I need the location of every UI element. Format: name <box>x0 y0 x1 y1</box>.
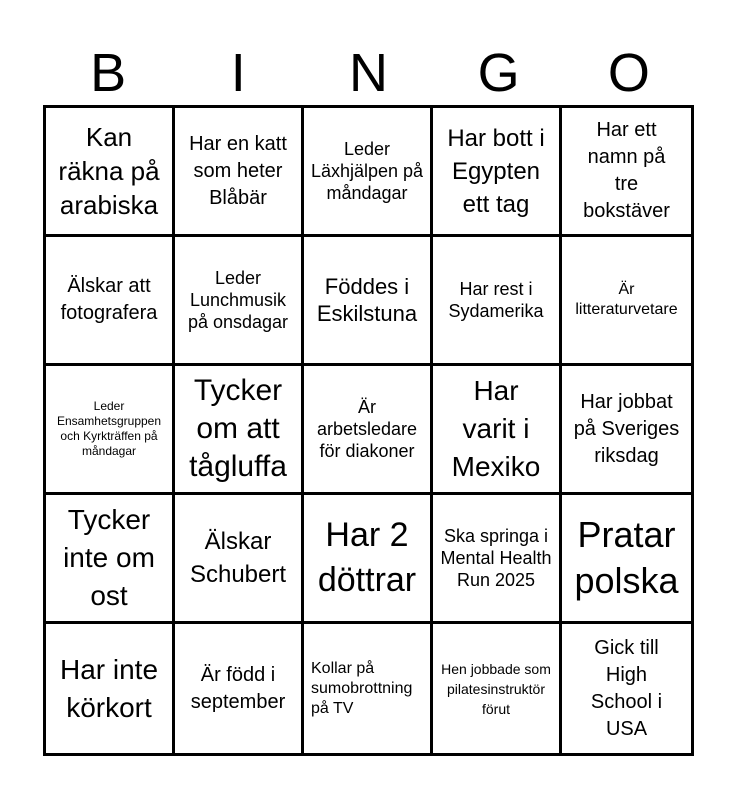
bingo-cell[interactable] <box>562 495 691 624</box>
cell-text: Tycker inte om ost <box>63 504 155 611</box>
bingo-cell[interactable] <box>175 237 304 366</box>
bingo-cell[interactable] <box>562 237 691 366</box>
cell-text: Leder Ensamhetsgruppen och Kyrkträffen på måndagar <box>56 399 162 458</box>
header-letter-b: B <box>90 43 127 103</box>
bingo-cell[interactable] <box>304 366 433 495</box>
cell-text: Leder Läxhjälpen på måndagar <box>310 139 424 203</box>
bingo-cell[interactable] <box>562 366 691 495</box>
cell-text: Har varit i Mexiko <box>451 375 541 482</box>
cell-text: Kollar på sumobrottning på TV <box>311 659 413 717</box>
header-letter-i: I <box>230 43 246 103</box>
cell-text: Har en katt som heter Blåbär <box>189 132 287 209</box>
bingo-cell[interactable] <box>175 495 304 624</box>
cell-text: Älskar Schubert <box>189 528 287 588</box>
bingo-cell[interactable] <box>46 108 175 237</box>
bingo-cell[interactable] <box>304 624 433 753</box>
cell-text: Har inte körkort <box>59 653 159 723</box>
bingo-cell[interactable] <box>433 366 562 495</box>
cell-text: Är arbetsledare för diakoner <box>316 397 418 461</box>
bingo-cell[interactable] <box>175 366 304 495</box>
bingo-cell[interactable] <box>46 624 175 753</box>
cell-text: Har jobbat på Sveriges riksdag <box>573 390 680 467</box>
cell-text: Är litteraturvetare <box>575 281 678 318</box>
cell-text: Kan räkna på arabiska <box>58 122 160 220</box>
bingo-cell[interactable] <box>433 495 562 624</box>
cell-text: Har ett namn på tre bokstäver <box>583 119 670 222</box>
cell-text: Har bott i Egypten ett tag <box>447 124 545 218</box>
bingo-cell[interactable] <box>304 495 433 624</box>
cell-text: Har rest i Sydamerika <box>448 279 544 321</box>
cell-text: Gick till High School i USA <box>590 636 663 740</box>
bingo-cell[interactable] <box>433 237 562 366</box>
cell-text: Ska springa i Mental Health Run 2025 <box>440 526 552 590</box>
bingo-header <box>43 40 694 106</box>
bingo-cell[interactable] <box>46 366 175 495</box>
cell-text: Föddes i Eskilstuna <box>316 274 418 326</box>
bingo-cell[interactable] <box>304 108 433 237</box>
bingo-cell[interactable] <box>46 237 175 366</box>
cell-text: Älskar att fotografera <box>60 275 158 324</box>
header-letter-n: N <box>348 43 388 103</box>
bingo-cell[interactable] <box>562 108 691 237</box>
cell-text: Är född i september <box>190 663 286 713</box>
bingo-grid <box>43 105 694 756</box>
bingo-cell[interactable] <box>304 237 433 366</box>
bingo-cell[interactable] <box>175 624 304 753</box>
cell-text: Tycker om att tågluffa <box>189 374 287 483</box>
bingo-cell[interactable] <box>433 624 562 753</box>
bingo-cell[interactable] <box>46 495 175 624</box>
cell-text: Hen jobbade som pilatesinstruktör förut <box>441 660 551 717</box>
cell-text: Har 2 döttrar <box>317 516 417 599</box>
bingo-cell[interactable] <box>433 108 562 237</box>
header-letter-g: G <box>477 43 520 103</box>
cell-text: Pratar polska <box>574 514 679 601</box>
bingo-cell[interactable] <box>562 624 691 753</box>
cell-text: Leder Lunchmusik på onsdagar <box>187 268 289 332</box>
header-letter-o: O <box>607 43 650 103</box>
bingo-cell[interactable] <box>175 108 304 237</box>
